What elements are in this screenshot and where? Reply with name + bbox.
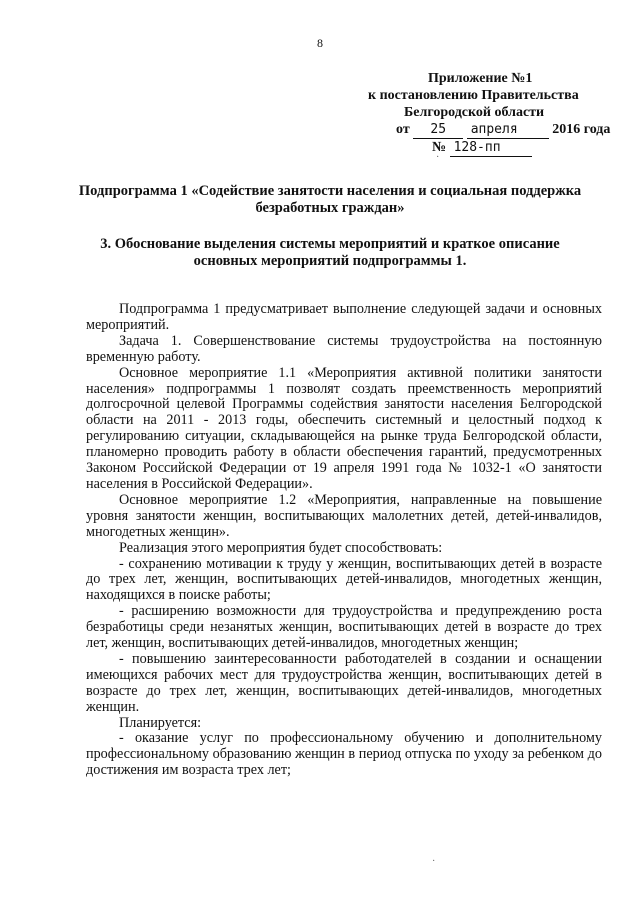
paragraph: Подпрограмма 1 предусматривает выполнение следующей задачи и основных мероприятий. — [86, 301, 602, 333]
subprogram-heading: Подпрограмма 1 «Содействие занятости населения и социальная поддержка безработных граждан» — [78, 183, 582, 216]
date-prefix: от — [396, 122, 410, 137]
body-text — [86, 302, 602, 779]
appendix-resolution: к постановлению Правительства — [368, 88, 579, 103]
scan-mark: · — [432, 856, 436, 867]
paragraph: Планируется: — [119, 714, 202, 731]
paragraph: Основное мероприятие 1.2 «Мероприятия, направленные на повышение уровня занятости женщин, воспитывающих малолетних детей, детей-инвалидов, многодетных женщин». — [86, 491, 602, 540]
list-item: - оказание услуг по профессиональному обучению и дополнительному профессиональному образованию женщин в период отпуска по уходу за ребенком до достижения им возраста трех лет; — [86, 730, 602, 779]
appendix-header — [348, 70, 618, 157]
list-item: - расширению возможности для трудоустройства и предупреждению роста безработицы среди незанятых женщин, воспитывающих детей в возрасте до трех лет, женщин, воспитывающих детей-инвалидов, многодетных женщин; — [86, 603, 602, 652]
number-prefix: № — [432, 140, 447, 155]
number-value: 128-пп — [450, 139, 532, 157]
appendix-number — [348, 139, 618, 157]
paragraph: Основное мероприятие 1.1 «Мероприятия активной политики занятости населения» подпрограммы 1 позволят создать преемственность мероприятий долгосрочной целевой Программы содействия занятости населения Белгородской области на 2011 - 2013 годы, обеспечить системный и целостный подход к регулированию ситуации, складывающейся на рынке труда Белгородской области, планомерно проводить работу в области обеспечения гарантий, предусмотренных Законом Российской Федерации от 19 апреля 1991 года № 1032-1 «О занятости населения в Российской Федерации». — [86, 364, 602, 492]
date-month: апреля — [467, 121, 549, 139]
paragraph: Реализация этого мероприятия будет способствовать: — [119, 539, 443, 556]
date-year: 2016 года — [552, 122, 611, 137]
scan-mark: · — [436, 152, 440, 163]
date-day: 25 — [413, 121, 463, 139]
list-item: - сохранению мотивации к труду у женщин, воспитывающих детей в возрасте до трех лет, женщин, воспитывающих детей-инвалидов, многодетных женщин, находящихся в поиске работы; — [86, 555, 602, 604]
section-heading: 3. Обоснование выделения системы мероприятий и краткое описание основных мероприятий подпрограммы 1. — [100, 236, 560, 269]
appendix-date — [348, 121, 618, 139]
page-number: 8 — [317, 36, 323, 50]
list-item: - повышению заинтересованности работодателей в создании и оснащении имеющихся рабочих мест для трудоустройства женщин, воспитывающих детей в возрасте до трех лет, женщин, воспитывающих детей-инвалидов, многодетных женщин. — [86, 650, 602, 715]
appendix-title: Приложение №1 — [428, 71, 533, 86]
paragraph: Задача 1. Совершенствование системы трудоустройства на постоянную временную работу. — [86, 332, 602, 365]
appendix-region: Белгородской области — [404, 105, 545, 120]
